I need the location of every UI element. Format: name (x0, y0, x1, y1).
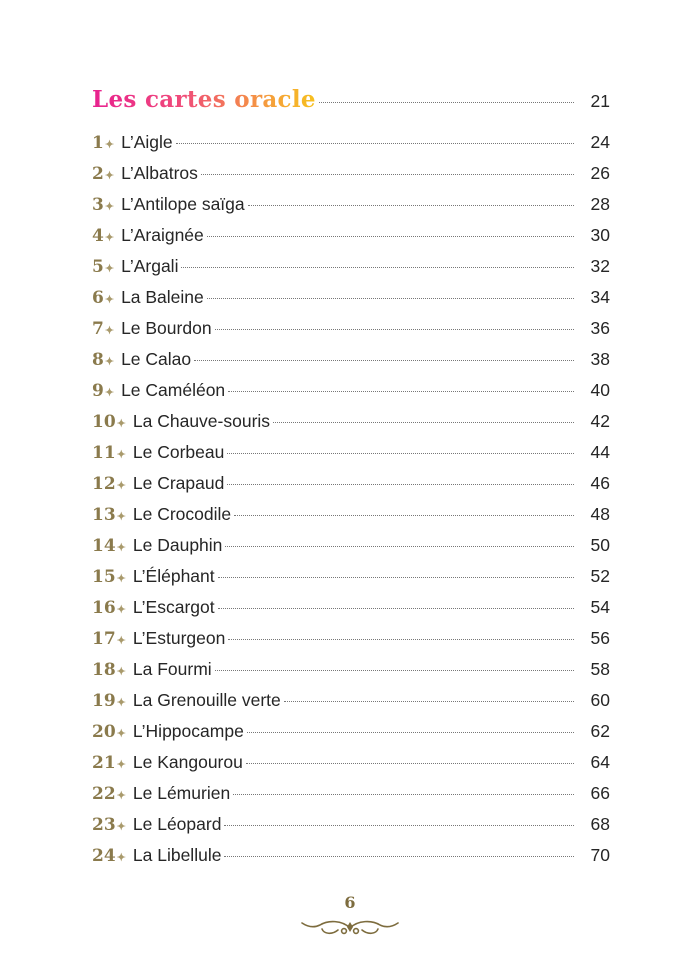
toc-entry[interactable] (92, 690, 610, 721)
entry-number-text: 20 (92, 722, 116, 742)
dot-leader (224, 825, 574, 826)
entry-number-text: 12 (92, 474, 116, 494)
entry-number-text: 22 (92, 784, 116, 804)
entry-number (92, 784, 126, 804)
entry-number (92, 164, 114, 184)
number-dot-icon: ✦ (116, 603, 126, 616)
toc-entry[interactable] (92, 225, 610, 256)
entry-label: L’Hippocampe (132, 721, 244, 741)
entry-number-text: 1 (92, 133, 104, 153)
entry-label: L’Albatros (121, 163, 198, 183)
table-of-contents (92, 86, 610, 876)
entry-number-text: 7 (92, 319, 104, 339)
entry-page-number: 68 (590, 814, 610, 834)
dot-leader (194, 360, 574, 361)
page-footer (0, 893, 700, 936)
dot-leader (234, 515, 574, 516)
number-dot-icon: ✦ (116, 634, 126, 647)
entry-page-number: 66 (590, 783, 610, 803)
entry-label: Le Bourdon (121, 318, 212, 338)
entry-page-number: 52 (590, 566, 610, 586)
entry-number-text: 5 (92, 257, 104, 277)
dot-leader (248, 205, 574, 206)
number-dot-icon: ✦ (116, 789, 126, 802)
dot-leader (228, 391, 574, 392)
entry-label: Le Crocodile (132, 504, 232, 524)
toc-entry[interactable] (92, 256, 610, 287)
entry-number-text: 2 (92, 164, 104, 184)
entry-number (92, 412, 126, 432)
entry-label: L’Argali (121, 256, 179, 276)
number-dot-icon: ✦ (116, 479, 126, 492)
number-dot-icon: ✦ (116, 541, 126, 554)
dot-leader (218, 577, 574, 578)
entry-number (92, 567, 126, 587)
entry-label: Le Léopard (132, 814, 222, 834)
dot-leader (225, 546, 574, 547)
dot-leader (246, 763, 574, 764)
entry-page-number: 36 (590, 318, 610, 338)
toc-entry[interactable] (92, 132, 610, 163)
number-dot-icon: ✦ (116, 727, 126, 740)
entry-number (92, 319, 114, 339)
dot-leader (227, 453, 574, 454)
entry-label: La Grenouille verte (132, 690, 281, 710)
entry-number (92, 257, 114, 277)
entry-number (92, 846, 126, 866)
toc-entry-list (92, 132, 610, 876)
dot-leader (273, 422, 574, 423)
number-dot-icon: ✦ (104, 324, 115, 337)
entry-number-text: 16 (92, 598, 116, 618)
entry-number (92, 474, 126, 494)
entry-page-number: 50 (590, 535, 610, 555)
number-dot-icon: ✦ (104, 231, 115, 244)
entry-label: Le Kangourou (132, 752, 243, 772)
dot-leader (224, 856, 574, 857)
entry-page-number: 44 (590, 442, 610, 462)
entry-page-number: 70 (590, 845, 610, 865)
toc-entry[interactable] (92, 597, 610, 628)
entry-label: La Baleine (121, 287, 204, 307)
entry-page-number: 42 (590, 411, 610, 431)
number-dot-icon: ✦ (116, 696, 126, 709)
entry-number-text: 13 (92, 505, 116, 525)
entry-label: La Libellule (132, 845, 222, 865)
dot-leader (284, 701, 574, 702)
number-dot-icon: ✦ (116, 820, 126, 833)
entry-label: Le Caméléon (121, 380, 226, 400)
entry-number (92, 660, 126, 680)
entry-number (92, 505, 126, 525)
dot-leader (233, 794, 574, 795)
entry-number (92, 443, 126, 463)
entry-number (92, 288, 114, 308)
entry-label: L’Esturgeon (132, 628, 226, 648)
number-dot-icon: ✦ (104, 293, 115, 306)
entry-number-text: 3 (92, 195, 104, 215)
toc-entry[interactable] (92, 287, 610, 318)
section-title: Les cartes oracle (92, 86, 316, 113)
entry-label: La Fourmi (132, 659, 212, 679)
toc-entry[interactable] (92, 349, 610, 380)
entry-page-number: 32 (590, 256, 610, 276)
entry-number-text: 21 (92, 753, 116, 773)
toc-entry[interactable] (92, 318, 610, 349)
toc-section-heading[interactable] (92, 86, 610, 126)
dot-leader (207, 298, 574, 299)
entry-label: L’Araignée (121, 225, 204, 245)
number-dot-icon: ✦ (104, 138, 115, 151)
entry-number (92, 350, 114, 370)
entry-number-text: 6 (92, 288, 104, 308)
entry-page-number: 56 (590, 628, 610, 648)
entry-page-number: 64 (590, 752, 610, 772)
entry-number (92, 598, 126, 618)
entry-label: L’Escargot (132, 597, 215, 617)
toc-entry[interactable] (92, 628, 610, 659)
dot-leader (228, 639, 574, 640)
entry-number (92, 226, 114, 246)
number-dot-icon: ✦ (116, 851, 126, 864)
entry-label: La Chauve-souris (132, 411, 271, 431)
toc-entry[interactable] (92, 504, 610, 535)
entry-page-number: 38 (590, 349, 610, 369)
number-dot-icon: ✦ (116, 665, 126, 678)
number-dot-icon: ✦ (116, 448, 126, 461)
entry-label: L’Éléphant (132, 566, 215, 586)
dot-leader (215, 329, 574, 330)
dot-leader (227, 484, 574, 485)
toc-entry[interactable] (92, 442, 610, 473)
toc-entry[interactable] (92, 535, 610, 566)
number-dot-icon: ✦ (104, 386, 115, 399)
dot-leader (215, 670, 574, 671)
entry-page-number: 48 (590, 504, 610, 524)
dot-leader (176, 143, 574, 144)
toc-entry[interactable] (92, 473, 610, 504)
entry-label: Le Calao (121, 349, 192, 369)
entry-page-number: 46 (590, 473, 610, 493)
number-dot-icon: ✦ (104, 200, 115, 213)
toc-entry[interactable] (92, 380, 610, 411)
entry-number (92, 381, 114, 401)
entry-label: Le Dauphin (132, 535, 223, 555)
toc-entry[interactable] (92, 845, 610, 876)
toc-entry[interactable] (92, 659, 610, 690)
entry-number-text: 19 (92, 691, 116, 711)
entry-label: Le Lémurien (132, 783, 231, 803)
entry-number-text: 8 (92, 350, 104, 370)
entry-number (92, 536, 126, 556)
dot-leader (181, 267, 574, 268)
entry-number (92, 195, 114, 215)
number-dot-icon: ✦ (104, 355, 115, 368)
toc-entry[interactable] (92, 783, 610, 814)
toc-entry[interactable] (92, 566, 610, 597)
number-dot-icon: ✦ (116, 417, 126, 430)
toc-entry[interactable] (92, 721, 610, 752)
entry-page-number: 30 (590, 225, 610, 245)
toc-entry[interactable] (92, 194, 610, 225)
section-page-number: 21 (590, 91, 610, 111)
number-dot-icon: ✦ (104, 169, 115, 182)
entry-number-text: 14 (92, 536, 116, 556)
entry-page-number: 34 (590, 287, 610, 307)
entry-label: Le Corbeau (132, 442, 225, 462)
entry-label: L’Antilope saïga (121, 194, 245, 214)
entry-page-number: 28 (590, 194, 610, 214)
flourish-ornament-icon (298, 914, 402, 936)
dot-leader (319, 102, 574, 103)
number-dot-icon: ✦ (116, 758, 126, 771)
entry-page-number: 24 (590, 132, 610, 152)
entry-label: L’Aigle (121, 132, 173, 152)
dot-leader (201, 174, 574, 175)
entry-page-number: 54 (590, 597, 610, 617)
dot-leader (218, 608, 574, 609)
entry-page-number: 26 (590, 163, 610, 183)
entry-page-number: 60 (590, 690, 610, 710)
entry-page-number: 58 (590, 659, 610, 679)
entry-number-text: 24 (92, 846, 116, 866)
entry-number-text: 4 (92, 226, 104, 246)
number-dot-icon: ✦ (116, 510, 126, 523)
entry-number (92, 753, 126, 773)
number-dot-icon: ✦ (104, 262, 115, 275)
entry-number (92, 133, 114, 153)
entry-number-text: 11 (92, 443, 116, 463)
entry-number (92, 815, 126, 835)
folio-number: 6 (344, 893, 356, 912)
entry-number-text: 15 (92, 567, 116, 587)
entry-number (92, 722, 126, 742)
entry-number-text: 23 (92, 815, 116, 835)
entry-number-text: 18 (92, 660, 116, 680)
entry-number (92, 691, 126, 711)
toc-entry[interactable] (92, 752, 610, 783)
entry-page-number: 62 (590, 721, 610, 741)
toc-entry[interactable] (92, 163, 610, 194)
toc-entry[interactable] (92, 814, 610, 845)
dot-leader (207, 236, 574, 237)
toc-entry[interactable] (92, 411, 610, 442)
entry-label: Le Crapaud (132, 473, 225, 493)
entry-page-number: 40 (590, 380, 610, 400)
entry-number-text: 17 (92, 629, 116, 649)
entry-number-text: 10 (92, 412, 116, 432)
entry-number-text: 9 (92, 381, 104, 401)
entry-number (92, 629, 126, 649)
number-dot-icon: ✦ (116, 572, 126, 585)
dot-leader (247, 732, 574, 733)
